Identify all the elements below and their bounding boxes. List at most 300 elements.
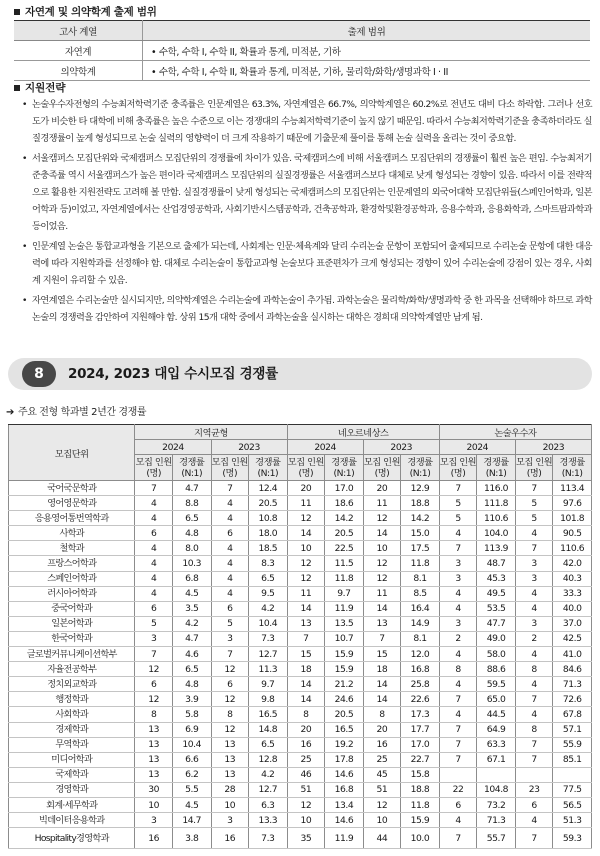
table-row: [9, 616, 592, 631]
quota-cell: 4: [211, 496, 249, 511]
group-header: 네오르네상스: [287, 425, 439, 440]
rate-cell: 97.6: [553, 496, 592, 511]
quota-cell: 23: [515, 782, 553, 797]
table-row: [9, 526, 592, 541]
rate-cell: 10.0: [401, 828, 440, 849]
rate-cell: 4.5: [172, 797, 211, 812]
rate-cell: 104.0: [477, 526, 516, 541]
quota-cell: 14: [363, 526, 401, 541]
rate-cell: 42.0: [553, 556, 592, 571]
year-header: 2023: [211, 440, 287, 455]
rate-cell: 42.5: [553, 631, 592, 646]
rate-cell: 18.5: [249, 541, 288, 556]
quota-cell: 16: [135, 828, 173, 849]
quota-cell: 7: [515, 692, 553, 707]
rate-cell: 15.0: [401, 526, 440, 541]
square-bullet-icon: [14, 85, 20, 91]
rate-cell: 12.7: [249, 647, 288, 662]
rate-header: 경쟁률 (N:1): [477, 455, 516, 481]
quota-cell: 14: [363, 601, 401, 616]
rate-cell: 6.5: [172, 662, 211, 677]
quota-cell: 13: [211, 752, 249, 767]
group-header: 논술우수자: [439, 425, 591, 440]
rate-cell: 15.8: [401, 767, 440, 782]
rate-cell: 58.0: [477, 647, 516, 662]
quota-cell: 5: [439, 496, 477, 511]
rate-cell: 5.5: [172, 782, 211, 797]
rate-cell: 17.3: [401, 707, 440, 722]
rate-cell: 73.2: [477, 797, 516, 812]
section-number-badge: 8: [22, 361, 56, 387]
quota-cell: 13: [287, 616, 325, 631]
quota-cell: 5: [515, 496, 553, 511]
table-row: [9, 707, 592, 722]
year-header: 2024: [439, 440, 515, 455]
rate-cell: 16.5: [249, 707, 288, 722]
quota-cell: 4: [211, 541, 249, 556]
quota-cell: 25: [363, 752, 401, 767]
rate-cell: 6.2: [172, 767, 211, 782]
quota-cell: 4: [515, 526, 553, 541]
rate-cell: 116.0: [477, 481, 516, 496]
rate-cell: [553, 767, 592, 782]
rate-cell: 4.5: [172, 586, 211, 601]
table-caption-text: 주요 전형 학과별 2년간 경쟁률: [18, 407, 147, 418]
table-row: [9, 571, 592, 586]
strategy-item: • 자연계열은 수리논술만 실시되지만, 의약학계열은 수리논술에 과학논술이 추가됨. 과학논술은 물리학/화학/생명과학 중 한 과목을 선택해야 하므로 과학논술의 경쟁력을 감안하여 지원해야 함. 상위 15개 대학 중에서 과학논술을 실시하는 대학은 경희대 의약학계열만 남게 됨.: [22, 292, 592, 326]
unit-header: 모집단위: [9, 425, 135, 481]
rate-cell: [477, 767, 516, 782]
rate-cell: 101.8: [553, 511, 592, 526]
quota-cell: 4: [439, 647, 477, 662]
quota-cell: 20: [363, 722, 401, 737]
quota-cell: 4: [211, 556, 249, 571]
strategy-item: • 인문계열 논술은 통합교과형을 기본으로 출제가 되는데, 사회계는 인문·체육계와 달리 수리논술 문항이 포함되어 출제되므로 수리논술 문항에 대한 대응력에 따라 지원학과를 선정해야 함. 대체로 수리논술이 통합교과형 논술보다 표준편차가 크게 형성되는 경향이 있어 수리논술에 강점이 있는 경우, 사회계 지원이 유리할 수 있음.: [22, 238, 592, 289]
unit-name-cell: 빅데이터응용학과: [9, 813, 135, 828]
quota-cell: 12: [135, 662, 173, 677]
unit-name-cell: 무역학과: [9, 737, 135, 752]
quota-cell: 20: [287, 481, 325, 496]
rate-cell: 20.5: [249, 496, 288, 511]
strategy-heading: [14, 80, 66, 95]
rate-cell: 3.5: [172, 601, 211, 616]
quota-cell: 7: [439, 828, 477, 849]
quota-cell: 13: [135, 752, 173, 767]
strategy-list: [22, 96, 592, 329]
quota-cell: 6: [135, 526, 173, 541]
quota-cell: 44: [363, 828, 401, 849]
quota-cell: 7: [135, 481, 173, 496]
quota-cell: 14: [363, 692, 401, 707]
rate-cell: 67.1: [477, 752, 516, 767]
rate-cell: 55.9: [553, 737, 592, 752]
quota-cell: 2: [439, 631, 477, 646]
rate-cell: 6.6: [172, 752, 211, 767]
rate-cell: 7.3: [249, 631, 288, 646]
rate-cell: 16.8: [401, 662, 440, 677]
strategy-heading-text: 지원전략: [25, 82, 66, 94]
quota-cell: 12: [363, 511, 401, 526]
quota-cell: 4: [135, 571, 173, 586]
rate-cell: 47.7: [477, 616, 516, 631]
rate-cell: 18.8: [401, 496, 440, 511]
table-row: [9, 797, 592, 812]
table-row: [9, 481, 592, 496]
rate-cell: 9.8: [249, 692, 288, 707]
unit-name-cell: Hospitality경영학과: [9, 828, 135, 849]
quota-cell: 4: [439, 813, 477, 828]
quota-cell: 7: [515, 541, 553, 556]
table-caption: [6, 403, 146, 418]
quota-cell: 16: [287, 737, 325, 752]
year-header: 2024: [287, 440, 363, 455]
arrow-right-icon: ➔: [6, 407, 14, 418]
table-row: [9, 556, 592, 571]
quota-cell: 13: [363, 616, 401, 631]
quota-cell: 8: [363, 707, 401, 722]
quota-cell: 11: [363, 586, 401, 601]
rate-cell: 17.5: [401, 541, 440, 556]
quota-cell: 3: [515, 616, 553, 631]
rate-cell: 10.4: [172, 737, 211, 752]
unit-name-cell: 사회학과: [9, 707, 135, 722]
table-row: [9, 737, 592, 752]
rate-cell: 111.8: [477, 496, 516, 511]
unit-name-cell: 경제학과: [9, 722, 135, 737]
rate-cell: 57.1: [553, 722, 592, 737]
year-header: 2024: [135, 440, 211, 455]
rate-cell: 22.6: [401, 692, 440, 707]
rate-cell: 10.4: [249, 616, 288, 631]
quota-cell: 14: [287, 601, 325, 616]
year-header: 2023: [363, 440, 439, 455]
quota-cell: 11: [363, 496, 401, 511]
rate-header: 경쟁률 (N:1): [172, 455, 211, 481]
quota-cell: 51: [287, 782, 325, 797]
quota-cell: 12: [363, 571, 401, 586]
table-row: [9, 782, 592, 797]
rate-cell: 113.9: [477, 541, 516, 556]
quota-cell: 51: [363, 782, 401, 797]
rate-cell: 8.0: [172, 541, 211, 556]
rate-cell: 13.3: [249, 813, 288, 828]
quota-cell: 8: [439, 662, 477, 677]
competition-table: [8, 424, 592, 849]
rate-cell: 16.8: [325, 782, 364, 797]
rate-cell: 84.6: [553, 662, 592, 677]
rate-cell: 9.5: [249, 586, 288, 601]
quota-cell: 12: [135, 692, 173, 707]
section-banner: [8, 358, 592, 390]
range-col-field: 고사 계열: [14, 21, 143, 41]
unit-name-cell: 영어영문학과: [9, 496, 135, 511]
quota-cell: 10: [363, 813, 401, 828]
quota-cell: 7: [439, 737, 477, 752]
quota-cell: 7: [515, 737, 553, 752]
rate-cell: 8.5: [401, 586, 440, 601]
rate-cell: 11.8: [325, 571, 364, 586]
table-row: [9, 586, 592, 601]
rate-cell: 11.9: [325, 601, 364, 616]
rate-cell: 8.8: [172, 496, 211, 511]
rate-cell: 6.9: [172, 722, 211, 737]
quota-cell: 7: [439, 481, 477, 496]
rate-cell: 4.8: [172, 526, 211, 541]
unit-name-cell: 중국어학과: [9, 601, 135, 616]
rate-cell: 22.7: [401, 752, 440, 767]
range-row: [14, 41, 590, 61]
range-scope: • 수학, 수학 I, 수학 II, 확률과 통계, 미적분, 기하: [143, 41, 591, 61]
quota-cell: 45: [363, 767, 401, 782]
quota-cell: 46: [287, 767, 325, 782]
quota-cell: 18: [363, 662, 401, 677]
unit-name-cell: 회계·세무학과: [9, 797, 135, 812]
rate-cell: 90.5: [553, 526, 592, 541]
quota-cell: 7: [515, 752, 553, 767]
rate-cell: 9.7: [325, 586, 364, 601]
rate-cell: 88.6: [477, 662, 516, 677]
rate-header: 경쟁률 (N:1): [401, 455, 440, 481]
rate-cell: 11.9: [325, 828, 364, 849]
rate-cell: 15.9: [401, 813, 440, 828]
rate-cell: 4.2: [249, 601, 288, 616]
quota-cell: 22: [439, 782, 477, 797]
rate-cell: 4.2: [172, 616, 211, 631]
rate-cell: 14.2: [325, 511, 364, 526]
quota-cell: 12: [211, 692, 249, 707]
quota-cell: 30: [135, 782, 173, 797]
square-bullet-icon: [14, 9, 20, 15]
rate-cell: 13.5: [325, 616, 364, 631]
quota-cell: 16: [211, 828, 249, 849]
table-row: [9, 722, 592, 737]
quota-cell: 12: [363, 556, 401, 571]
rate-cell: 9.7: [249, 677, 288, 692]
rate-cell: 11.3: [249, 662, 288, 677]
quota-cell: 12: [287, 571, 325, 586]
quota-cell: 7: [515, 828, 553, 849]
unit-name-cell: 자율전공학부: [9, 662, 135, 677]
quota-cell: 8: [515, 662, 553, 677]
rate-cell: 12.9: [401, 481, 440, 496]
quota-cell: 4: [439, 677, 477, 692]
unit-name-cell: 경영학과: [9, 782, 135, 797]
rate-cell: 51.3: [553, 813, 592, 828]
section-title: 2024, 2023 대입 수시모집 경쟁률: [68, 366, 278, 382]
quota-cell: 7: [439, 541, 477, 556]
quota-cell: 7: [287, 631, 325, 646]
rate-cell: 67.8: [553, 707, 592, 722]
quota-cell: 4: [515, 707, 553, 722]
quota-cell: 14: [363, 677, 401, 692]
rate-cell: 21.2: [325, 677, 364, 692]
quota-cell: 6: [439, 797, 477, 812]
quota-cell: 6: [515, 797, 553, 812]
quota-cell: 12: [287, 556, 325, 571]
quota-cell: 6: [211, 526, 249, 541]
quota-cell: 3: [439, 571, 477, 586]
quota-cell: 4: [515, 647, 553, 662]
quota-cell: 10: [287, 813, 325, 828]
rate-cell: 17.7: [401, 722, 440, 737]
quota-cell: 16: [363, 737, 401, 752]
rate-cell: 8.1: [401, 571, 440, 586]
rate-cell: 19.2: [325, 737, 364, 752]
quota-cell: 10: [287, 541, 325, 556]
quota-cell: 4: [211, 511, 249, 526]
rate-cell: 6.5: [249, 737, 288, 752]
rate-cell: 6.5: [172, 511, 211, 526]
unit-name-cell: 미디어학과: [9, 752, 135, 767]
rate-cell: 72.6: [553, 692, 592, 707]
quota-cell: 3: [211, 813, 249, 828]
quota-cell: 25: [287, 752, 325, 767]
quota-header: 모집 인원(명): [211, 456, 248, 479]
table-row: [9, 752, 592, 767]
rate-cell: 15.9: [325, 647, 364, 662]
unit-name-cell: 행정학과: [9, 692, 135, 707]
rate-cell: 17.8: [325, 752, 364, 767]
unit-name-cell: 철학과: [9, 541, 135, 556]
rate-cell: 12.7: [249, 782, 288, 797]
quota-cell: 3: [439, 616, 477, 631]
quota-cell: 11: [287, 496, 325, 511]
unit-name-cell: 국제학과: [9, 767, 135, 782]
rate-cell: 71.3: [477, 813, 516, 828]
rate-cell: 20.5: [325, 707, 364, 722]
rate-cell: 11.8: [401, 797, 440, 812]
table-row: [9, 496, 592, 511]
rate-cell: 14.8: [249, 722, 288, 737]
rate-cell: 59.5: [477, 677, 516, 692]
quota-cell: 10: [363, 541, 401, 556]
quota-cell: 4: [211, 571, 249, 586]
rate-cell: 6.5: [249, 571, 288, 586]
quota-cell: 3: [439, 556, 477, 571]
quota-cell: 4: [211, 586, 249, 601]
quota-cell: 13: [135, 767, 173, 782]
quota-cell: 5: [515, 511, 553, 526]
quota-cell: 4: [439, 707, 477, 722]
rate-cell: 40.0: [553, 601, 592, 616]
rate-cell: 55.7: [477, 828, 516, 849]
rate-cell: 15.9: [325, 662, 364, 677]
quota-cell: 4: [135, 556, 173, 571]
quota-cell: 28: [211, 782, 249, 797]
rate-cell: 6.8: [172, 571, 211, 586]
unit-name-cell: 프랑스어학과: [9, 556, 135, 571]
rate-cell: 10.3: [172, 556, 211, 571]
rate-header: 경쟁률 (N:1): [553, 455, 592, 481]
quota-cell: 3: [515, 556, 553, 571]
rate-cell: 110.6: [477, 511, 516, 526]
rate-cell: 49.5: [477, 586, 516, 601]
rate-cell: 4.2: [249, 767, 288, 782]
rate-cell: 41.0: [553, 647, 592, 662]
table-row: [9, 511, 592, 526]
quota-cell: 5: [439, 511, 477, 526]
rate-cell: 63.3: [477, 737, 516, 752]
quota-cell: 10: [211, 797, 249, 812]
unit-name-cell: 응용영어통번역학과: [9, 511, 135, 526]
rate-cell: 33.3: [553, 586, 592, 601]
quota-cell: 4: [439, 526, 477, 541]
rate-cell: 8.1: [401, 631, 440, 646]
quota-cell: 15: [287, 647, 325, 662]
quota-cell: 7: [363, 631, 401, 646]
competition-table-body: [9, 481, 592, 849]
unit-name-cell: 국어국문학과: [9, 481, 135, 496]
quota-cell: 12: [363, 797, 401, 812]
quota-cell: 3: [515, 571, 553, 586]
unit-name-cell: 일본어학과: [9, 616, 135, 631]
table-row: [9, 692, 592, 707]
quota-header: 모집 인원(명): [363, 456, 401, 479]
quota-cell: 7: [211, 481, 249, 496]
quota-cell: 12: [287, 797, 325, 812]
rate-cell: 77.5: [553, 782, 592, 797]
rate-cell: 10.7: [325, 631, 364, 646]
table-row: [9, 601, 592, 616]
range-field: 자연계: [14, 41, 143, 61]
quota-cell: 20: [363, 481, 401, 496]
quota-cell: 7: [439, 692, 477, 707]
quota-cell: 14: [287, 526, 325, 541]
rate-cell: 17.0: [325, 481, 364, 496]
range-section-heading: [14, 4, 157, 19]
rate-cell: 3.9: [172, 692, 211, 707]
quota-cell: 6: [211, 677, 249, 692]
rate-cell: 10.8: [249, 511, 288, 526]
rate-header: 경쟁률 (N:1): [325, 455, 364, 481]
rate-cell: 48.7: [477, 556, 516, 571]
quota-cell: 4: [135, 511, 173, 526]
range-heading-text: 자연계 및 의약학계 출제 범위: [25, 6, 157, 18]
rate-cell: 110.6: [553, 541, 592, 556]
rate-header: 경쟁률 (N:1): [249, 455, 288, 481]
rate-cell: 17.0: [401, 737, 440, 752]
rate-cell: 64.9: [477, 722, 516, 737]
rate-cell: 4.7: [172, 631, 211, 646]
quota-cell: 4: [515, 677, 553, 692]
table-row: [9, 828, 592, 849]
quota-cell: 6: [135, 677, 173, 692]
table-row: [9, 541, 592, 556]
rate-cell: 22.5: [325, 541, 364, 556]
quota-cell: 11: [287, 586, 325, 601]
range-col-scope: 출제 범위: [143, 21, 591, 41]
quota-header: 모집 인원(명): [516, 456, 553, 479]
rate-cell: 6.3: [249, 797, 288, 812]
unit-name-cell: 정치외교학과: [9, 677, 135, 692]
rate-cell: 12.4: [249, 481, 288, 496]
rate-cell: 14.7: [172, 813, 211, 828]
quota-cell: 8: [135, 707, 173, 722]
quota-cell: 3: [135, 813, 173, 828]
table-row: [9, 813, 592, 828]
rate-cell: 11.8: [401, 556, 440, 571]
quota-cell: 5: [211, 616, 249, 631]
quota-cell: 8: [515, 722, 553, 737]
exam-range-table: [14, 20, 590, 81]
rate-cell: 59.3: [553, 828, 592, 849]
rate-cell: 4.7: [172, 481, 211, 496]
table-row: [9, 677, 592, 692]
rate-cell: 25.8: [401, 677, 440, 692]
table-row: [9, 647, 592, 662]
rate-cell: 18.6: [325, 496, 364, 511]
rate-cell: 20.5: [325, 526, 364, 541]
